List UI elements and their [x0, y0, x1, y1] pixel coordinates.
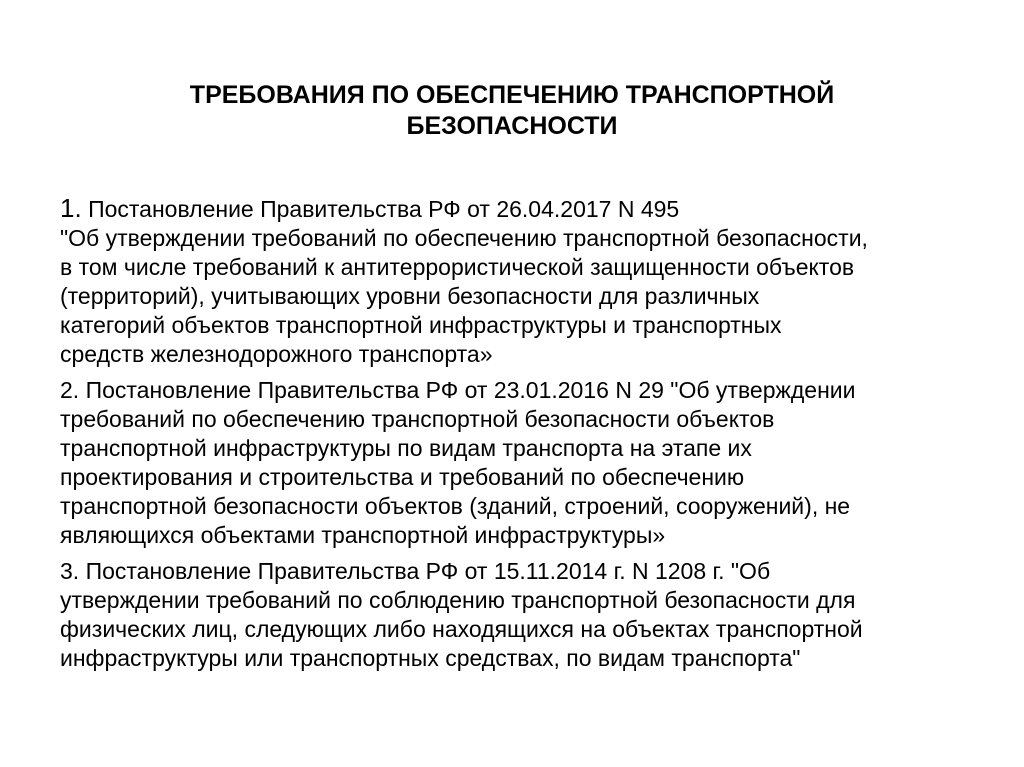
item-2-line-3: транспортной инфраструктуры по видам транспорта на этапе их: [60, 435, 752, 461]
item-3-line-2: утверждении требований по соблюдению транспортной безопасности для: [60, 587, 856, 613]
item-1-line-2: "Об утверждении требований по обеспечению транспортной безопасности,: [60, 225, 868, 251]
item-1-line-3: в том числе требований к антитеррористической защищенности объектов: [60, 254, 855, 280]
item-2-line-2: требований по обеспечению транспортной безопасности объектов: [60, 406, 775, 432]
list-item: [60, 194, 990, 369]
list-item: [60, 376, 990, 550]
title-line-1: ТРЕБОВАНИЯ ПО ОБЕСПЕЧЕНИЮ ТРАНСПОРТНОЙ: [189, 81, 835, 109]
list-item: [60, 557, 990, 673]
item-1-line-4: (территорий), учитывающих уровни безопасности для различных: [60, 283, 760, 309]
item-1-line-1-text: Постановление Правительства РФ от 26.04.2017 N 495: [81, 196, 680, 222]
item-3-line-3: физических лиц, следующих либо находящихся на объектах транспортной: [60, 616, 863, 642]
regulation-list: [60, 194, 990, 673]
item-3-line-4: инфраструктуры или транспортных средствах, по видам транспорта": [60, 645, 801, 671]
item-2-line-5: транспортной безопасности объектов (зданий, строений, сооружений), не: [60, 493, 851, 519]
slide-title: [0, 80, 1024, 142]
item-1-number: 1.: [60, 193, 82, 223]
item-1-line-5: категорий объектов транспортной инфраструктуры и транспортных: [60, 312, 782, 338]
item-2-line-1: 2. Постановление Правительства РФ от 23.01.2016 N 29 "Об утверждении: [60, 377, 856, 403]
title-line-2: БЕЗОПАСНОСТИ: [406, 112, 618, 140]
item-3-line-1: 3. Постановление Правительства РФ от 15.11.2014 г. N 1208 г. "Об: [60, 558, 771, 584]
item-2-line-4: проектирования и строительства и требований по обеспечению: [60, 464, 745, 490]
item-1-line-1: [60, 194, 990, 224]
item-2-line-6: являющихся объектами транспортной инфраструктуры»: [60, 522, 666, 548]
item-1-line-6: средств железнодорожного транспорта»: [60, 341, 493, 367]
